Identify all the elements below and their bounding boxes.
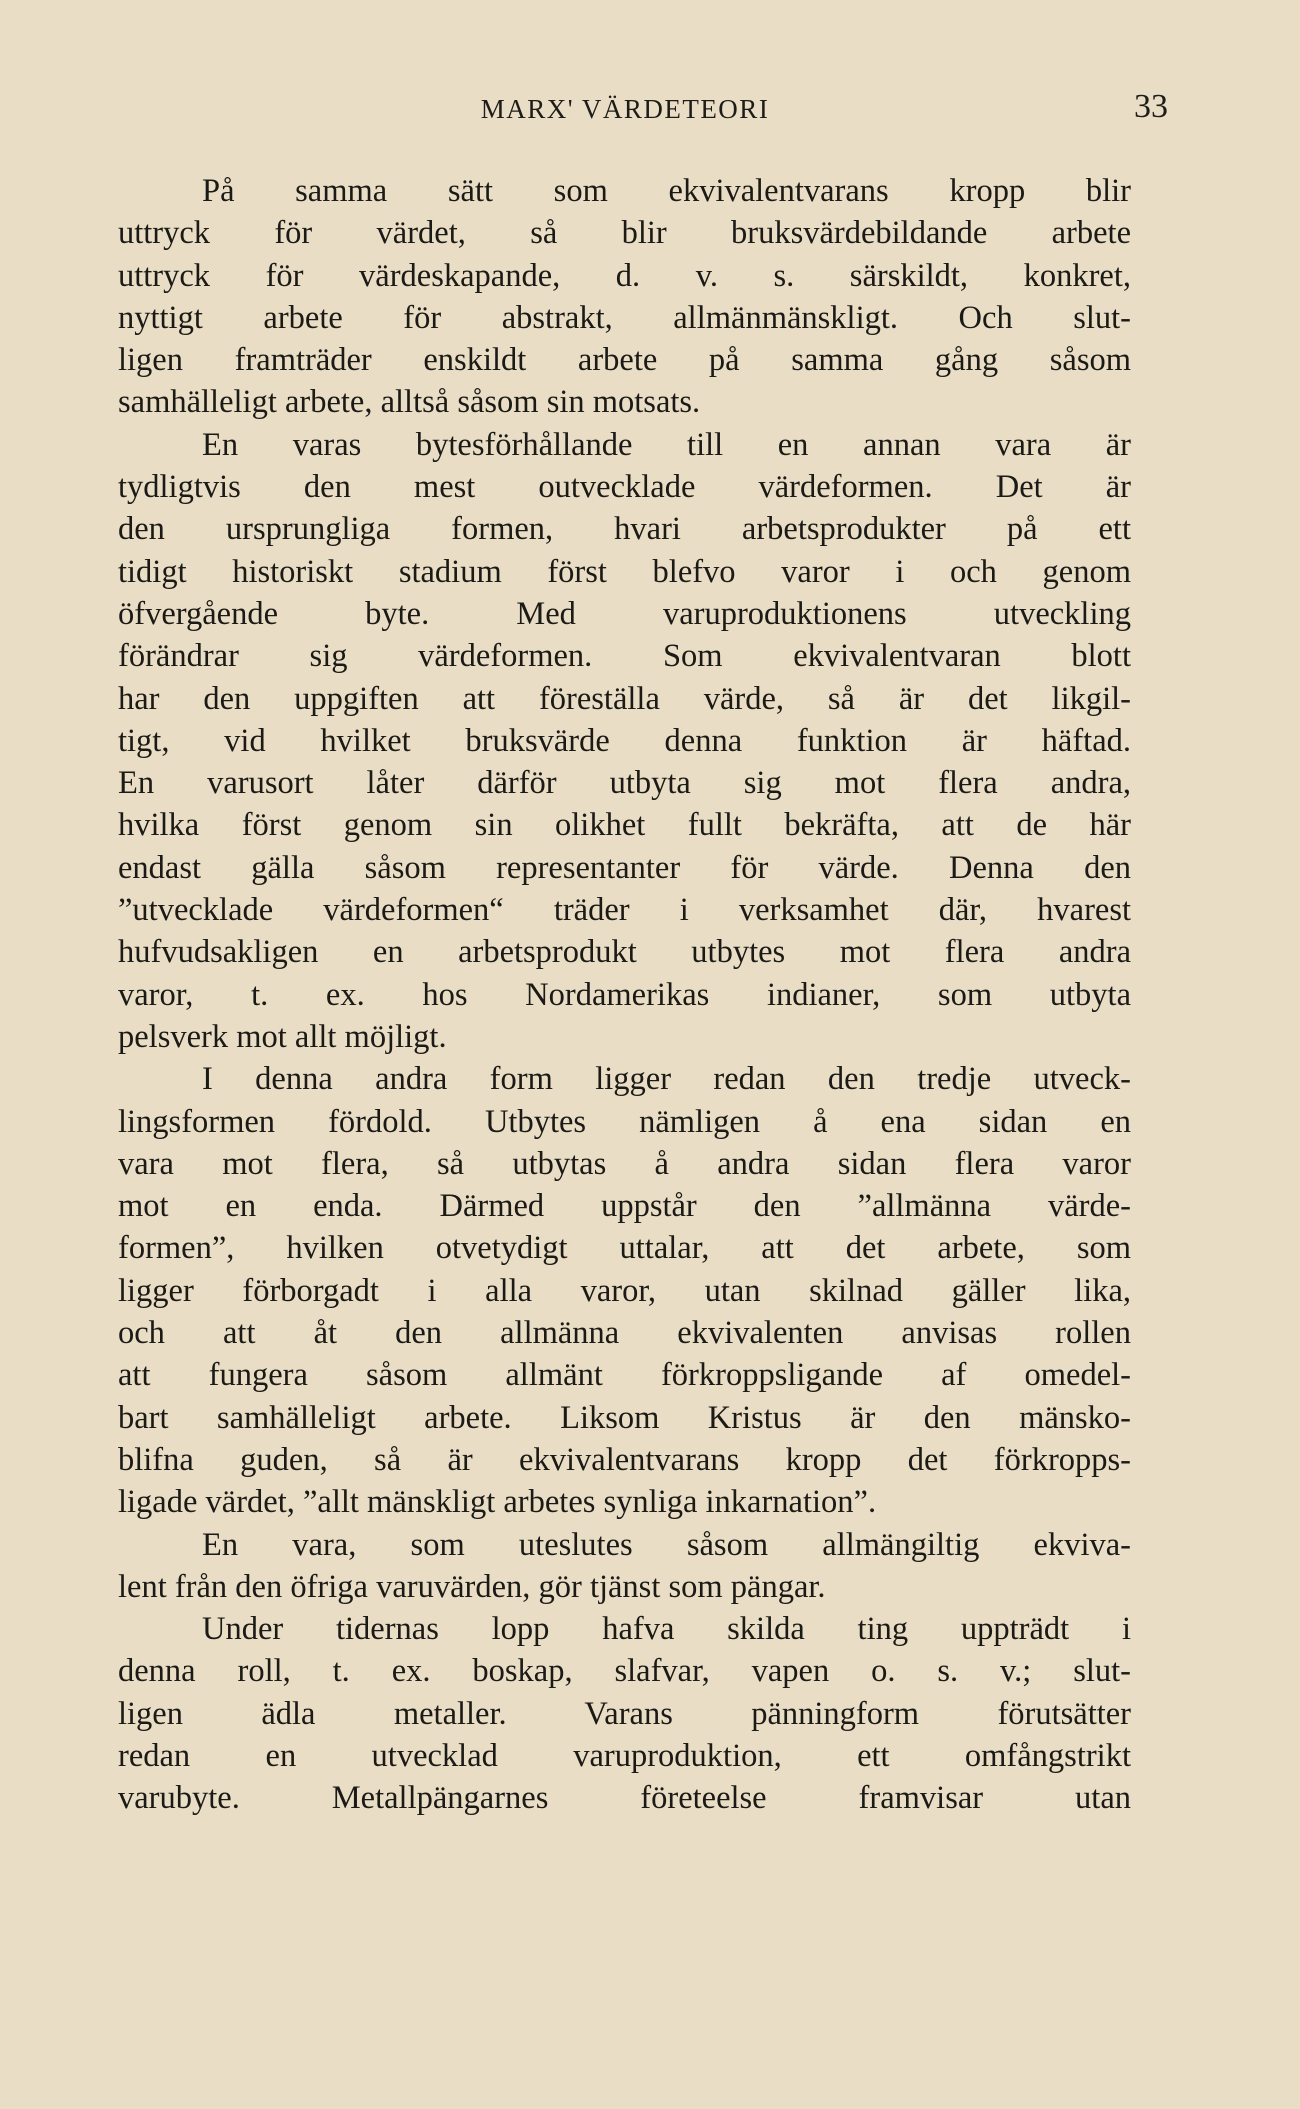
text-line: ligen framträder enskildt arbete på samma gång såsom xyxy=(118,342,1131,379)
text-line: uttryck för värdeskapande, d. v. s. särskildt, konkret, xyxy=(118,257,1131,294)
text-line: endast gälla såsom representanter för värde. Denna den xyxy=(118,849,1131,886)
body-text xyxy=(118,170,1131,1820)
text-line: varor, t. ex. hos Nordamerikas indianer, som utbyta xyxy=(118,976,1131,1013)
text-line: lingsformen fördold. Utbytes nämligen å ena sidan en xyxy=(118,1103,1131,1140)
text-line: och att åt den allmänna ekvivalenten anvisas rollen xyxy=(118,1315,1131,1352)
text-line: mot en enda. Därmed uppstår den ”allmänna värde- xyxy=(118,1188,1131,1225)
page-number: 33 xyxy=(1134,88,1168,125)
text-line: att fungera såsom allmänt förkroppsligande af omedel- xyxy=(118,1357,1131,1394)
text-line: hvilka först genom sin olikhet fullt bekräfta, att de här xyxy=(118,807,1131,844)
text-line: tigt, vid hvilket bruksvärde denna funktion är häftad. xyxy=(118,722,1131,759)
text-line: I denna andra form ligger redan den tredje utveck- xyxy=(202,1061,1131,1098)
text-line: En varas bytesförhållande till en annan vara är xyxy=(202,426,1131,463)
text-line: den ursprungliga formen, hvari arbetsprodukter på ett xyxy=(118,511,1131,548)
text-line: En vara, som uteslutes såsom allmängiltig ekviva- xyxy=(202,1526,1131,1563)
text-line: redan en utvecklad varuproduktion, ett omfångstrikt xyxy=(118,1737,1131,1774)
text-line: nyttigt arbete för abstrakt, allmänmänskligt. Och slut- xyxy=(118,299,1131,336)
text-line: förändrar sig värdeformen. Som ekvivalentvaran blott xyxy=(118,638,1131,675)
text-line: lent från den öfriga varuvärden, gör tjänst som pängar. xyxy=(118,1568,826,1605)
text-line: varubyte. Metallpängarnes företeelse framvisar utan xyxy=(118,1780,1131,1817)
text-line: denna roll, t. ex. boskap, slafvar, vapen o. s. v.; slut- xyxy=(118,1653,1131,1690)
text-line: tydligtvis den mest outvecklade värdeformen. Det är xyxy=(118,469,1131,506)
text-line: pelsverk mot allt möjligt. xyxy=(118,1018,447,1055)
text-line: ligade värdet, ”allt mänskligt arbetes synliga inkarnation”. xyxy=(118,1484,877,1521)
text-line: ligen ädla metaller. Varans pänningform förutsätter xyxy=(118,1695,1131,1732)
text-line: ligger förborgadt i alla varor, utan skilnad gäller lika, xyxy=(118,1272,1131,1309)
text-line: öfvergående byte. Med varuproduktionens utveckling xyxy=(118,595,1131,632)
text-line: En varusort låter därför utbyta sig mot flera andra, xyxy=(118,765,1131,802)
text-line: hufvudsakligen en arbetsprodukt utbytes mot flera andra xyxy=(118,934,1131,971)
running-head xyxy=(118,88,1168,132)
text-line: Under tidernas lopp hafva skilda ting uppträdt i xyxy=(202,1611,1131,1648)
text-line: samhälleligt arbete, alltså såsom sin motsats. xyxy=(118,384,701,421)
text-line: vara mot flera, så utbytas å andra sidan flera varor xyxy=(118,1145,1131,1182)
text-line: formen”, hvilken otvetydigt uttalar, att det arbete, som xyxy=(118,1230,1131,1267)
text-line: tidigt historiskt stadium först blefvo varor i och genom xyxy=(118,553,1131,590)
running-title: MARX' VÄRDETEORI xyxy=(480,94,770,124)
text-line: På samma sätt som ekvivalentvarans kropp blir xyxy=(202,173,1131,209)
text-line: bart samhälleligt arbete. Liksom Kristus är den mänsko- xyxy=(118,1399,1131,1436)
text-line: har den uppgiften att föreställa värde, så är det likgil- xyxy=(118,680,1131,717)
text-line: ”utvecklade värdeformen“ träder i verksamhet där, hvarest xyxy=(118,892,1131,929)
text-line: blifna guden, så är ekvivalentvarans kropp det förkropps- xyxy=(118,1441,1131,1478)
text-line: uttryck för värdet, så blir bruksvärdebildande arbete xyxy=(118,215,1131,252)
